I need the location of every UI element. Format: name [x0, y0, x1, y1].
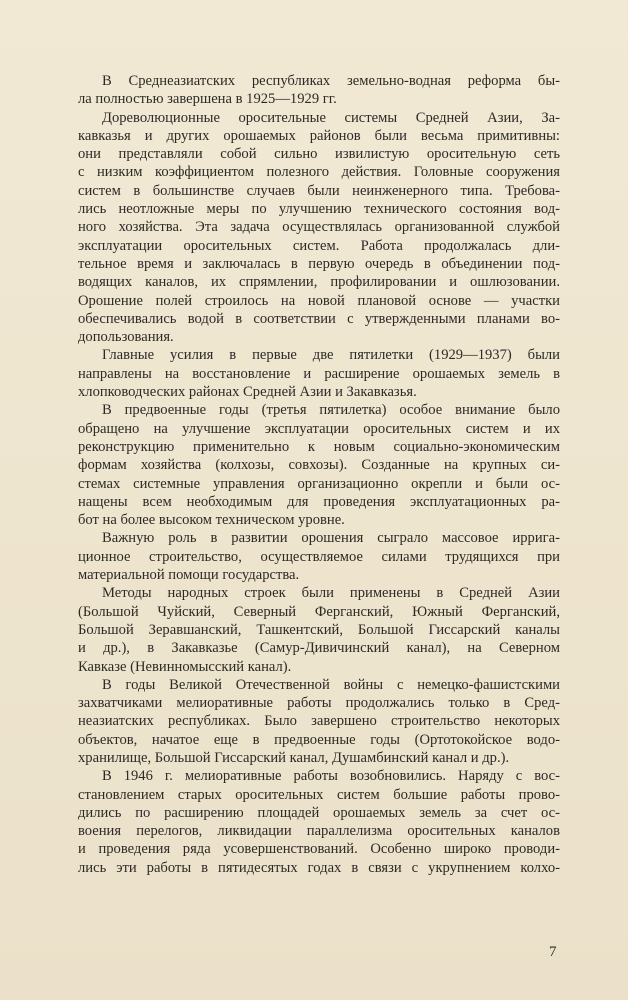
- text-line: реконструкцию применительно к новым социально-экономическим: [78, 438, 560, 455]
- text-line: они представляли собой сильно извилистую оросительную сеть: [78, 146, 560, 163]
- paragraph: [78, 346, 560, 401]
- text-line: хранилище, Большой Гиссарский канал, Душамбинский канал и др.).: [78, 749, 510, 766]
- text-line: кавказья и других орошаемых районов были весьма примитивны:: [78, 127, 560, 144]
- paragraph: [78, 401, 560, 529]
- text-line: Орошение полей строилось на новой плановой основе — участки: [78, 292, 560, 309]
- text-line: Кавказе (Невинномысский канал).: [78, 658, 292, 675]
- text-line: бот на более высоком техническом уровне.: [78, 512, 345, 529]
- text-line: В предвоенные годы (третья пятилетка) особое внимание было: [102, 402, 560, 419]
- text-line: Методы народных строек были применены в Средней Азии: [102, 585, 560, 602]
- text-line: В годы Великой Отечественной войны с немецко-фашистскими: [102, 676, 560, 693]
- text-line: ла полностью завершена в 1925—1929 гг.: [78, 91, 337, 108]
- text-line: становлением старых оросительных систем большие работы прово-: [78, 786, 560, 803]
- text-line: лись эти работы в пятидесятых годах в связи с укрупнением колхо-: [78, 859, 560, 876]
- text-line: и др.), в Закавказье (Самур-Дивичинский канал), на Северном: [78, 640, 560, 657]
- text-line: объектов, начатое еще в предвоенные годы (Ортотокойское водо-: [78, 731, 560, 748]
- text-line: обеспечивались водой в соответствии с утвержденными планами во-: [78, 310, 560, 327]
- paragraph: [78, 767, 560, 877]
- text-line: и проведения ряда усовершенствований. Особенно широко проводи-: [78, 841, 560, 858]
- text-line: формам хозяйства (колхозы, совхозы). Созданные на крупных си-: [78, 457, 560, 474]
- text-line: водящих каналов, их спрямлении, профилировании и ошлюзовании.: [78, 274, 560, 291]
- text-line: В Среднеазиатских республиках земельно-водная реформа бы-: [102, 73, 560, 89]
- text-line: В 1946 г. мелиоративные работы возобновились. Наряду с вос-: [102, 768, 560, 785]
- text-line: (Большой Чуйский, Северный Ферганский, Южный Ферганский,: [78, 603, 560, 620]
- text-line: систем в большинстве случаев были неинженерного типа. Требова-: [78, 182, 560, 199]
- page-number: 7: [549, 944, 557, 960]
- text-line: хлопководческих районах Средней Азии и Закавказья.: [78, 384, 417, 401]
- paragraph: [78, 676, 560, 767]
- text-line: Дореволюционные оросительные системы Средней Азии, За-: [102, 109, 560, 126]
- text-line: дились по расширению площадей орошаемых земель за счет ос-: [78, 804, 560, 821]
- paragraph: [78, 584, 560, 675]
- text-line: Главные усилия в первые две пятилетки (1929—1937) были: [102, 347, 560, 364]
- text-line: неазиатских республиках. Было завершено строительство некоторых: [78, 713, 560, 730]
- text-line: стемах системные управления организационно окрепли и были ос-: [78, 475, 560, 492]
- text-line: нащены всем необходимым для проведения эксплуатационных ра-: [78, 493, 560, 510]
- text-line: Большой Зеравшанский, Ташкентский, Большой Гиссарский каналы: [78, 621, 560, 638]
- paragraph: [78, 529, 560, 584]
- paragraph: [78, 72, 560, 109]
- text-line: эксплуатации оросительных систем. Работа продолжалась дли-: [78, 237, 560, 254]
- text-line: направлены на восстановление и расширение орошаемых земель в: [78, 365, 560, 382]
- text-line: Важную роль в развитии орошения сыграло массовое ирригa-: [102, 530, 560, 547]
- text-line: тельное время и заключалась в первую очередь в объединении под-: [78, 255, 560, 272]
- text-line: воения перелогов, ликвидации параллелизма оросительных каналов: [78, 823, 560, 840]
- paragraph: [78, 109, 560, 347]
- text-line: с низким коэффициентом полезного действия. Головные сооружения: [78, 164, 560, 181]
- text-line: допользования.: [78, 329, 174, 346]
- text-line: ного хозяйства. Эта задача осуществлялась организованной службой: [78, 219, 560, 236]
- text-line: материальной помощи государства.: [78, 567, 300, 584]
- text-line: обращено на улучшение эксплуатации оросительных систем и их: [78, 420, 560, 437]
- body-text: [78, 72, 560, 877]
- text-line: лись неотложные меры по улучшению технического состояния вод-: [78, 201, 560, 218]
- text-line: ционное строительство, осуществляемое силами трудящихся при: [78, 548, 560, 565]
- text-line: захватчиками мелиоративные работы продолжались только в Сред-: [78, 695, 560, 712]
